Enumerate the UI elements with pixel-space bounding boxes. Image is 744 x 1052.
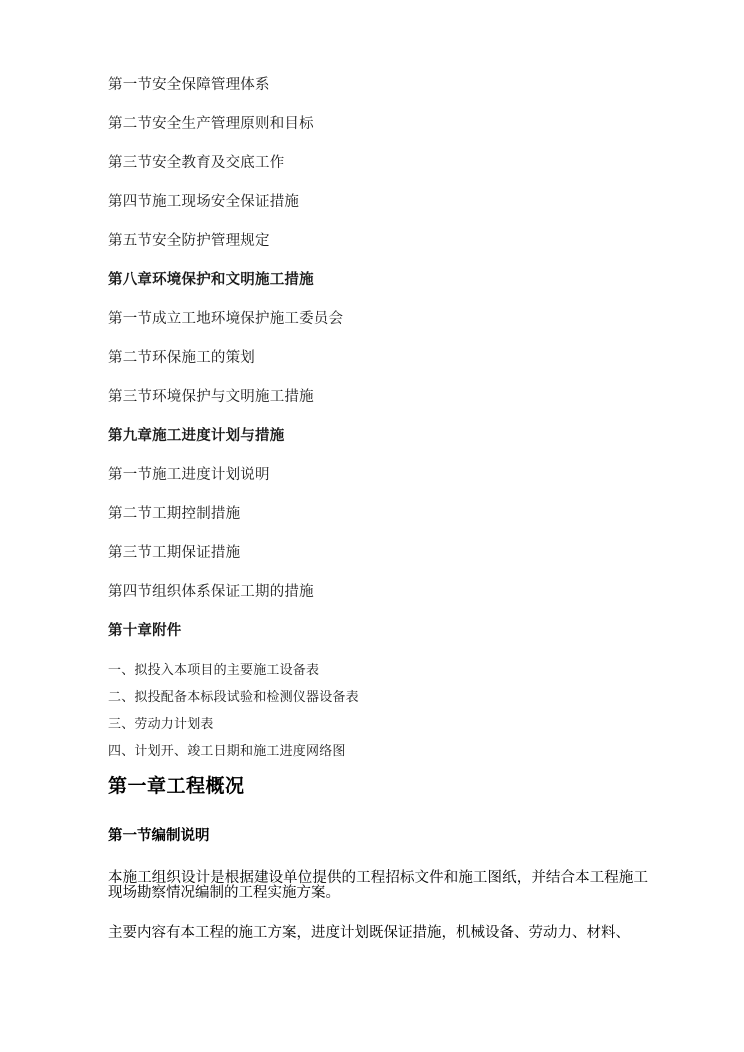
chapter-title: 第一章工程概况 — [108, 776, 245, 797]
toc-entry: 第二节环保施工的策划 — [108, 350, 255, 366]
toc-entry: 第一节安全保障管理体系 — [108, 77, 270, 93]
toc-entry: 第三节工期保证措施 — [108, 545, 241, 561]
document-body — [108, 78, 648, 941]
appendix-item: 一、拟投入本项目的主要施工设备表 — [108, 662, 320, 677]
toc-entry: 第五节安全防护管理规定 — [108, 233, 270, 249]
toc-chapter-entry: 第九章施工进度计划与措施 — [108, 428, 285, 444]
body-paragraph: 本施工组织设计是根据建设单位提供的工程招标文件和施工图纸，并结合本工程施工现场勘察情况编制的工程实施方案。 — [108, 870, 648, 901]
appendix-item: 二、拟投配备本标段试验和检测仪器设备表 — [108, 689, 359, 704]
toc-entry: 第三节安全教育及交底工作 — [108, 155, 285, 171]
toc-entry: 第二节工期控制措施 — [108, 506, 241, 522]
appendix-item: 四、计划开、竣工日期和施工进度网络图 — [108, 743, 346, 758]
toc-entry: 第一节施工进度计划说明 — [108, 467, 270, 483]
toc-entry: 第二节安全生产管理原则和目标 — [108, 116, 314, 132]
toc-entry: 第四节组织体系保证工期的措施 — [108, 584, 314, 600]
section-title: 第一节编制说明 — [108, 828, 210, 844]
toc-chapter-entry: 第八章环境保护和文明施工措施 — [108, 272, 314, 288]
body-paragraph: 主要内容有本工程的施工方案，进度计划既保证措施，机械设备、劳动力、材料、 — [108, 925, 630, 941]
toc-entry: 第三节环境保护与文明施工措施 — [108, 389, 314, 405]
toc-entry: 第一节成立工地环境保护施工委员会 — [108, 311, 344, 327]
toc-chapter-entry: 第十章附件 — [108, 623, 182, 639]
toc-entry: 第四节施工现场安全保证措施 — [108, 194, 300, 210]
appendix-item: 三、劳动力计划表 — [108, 716, 214, 731]
